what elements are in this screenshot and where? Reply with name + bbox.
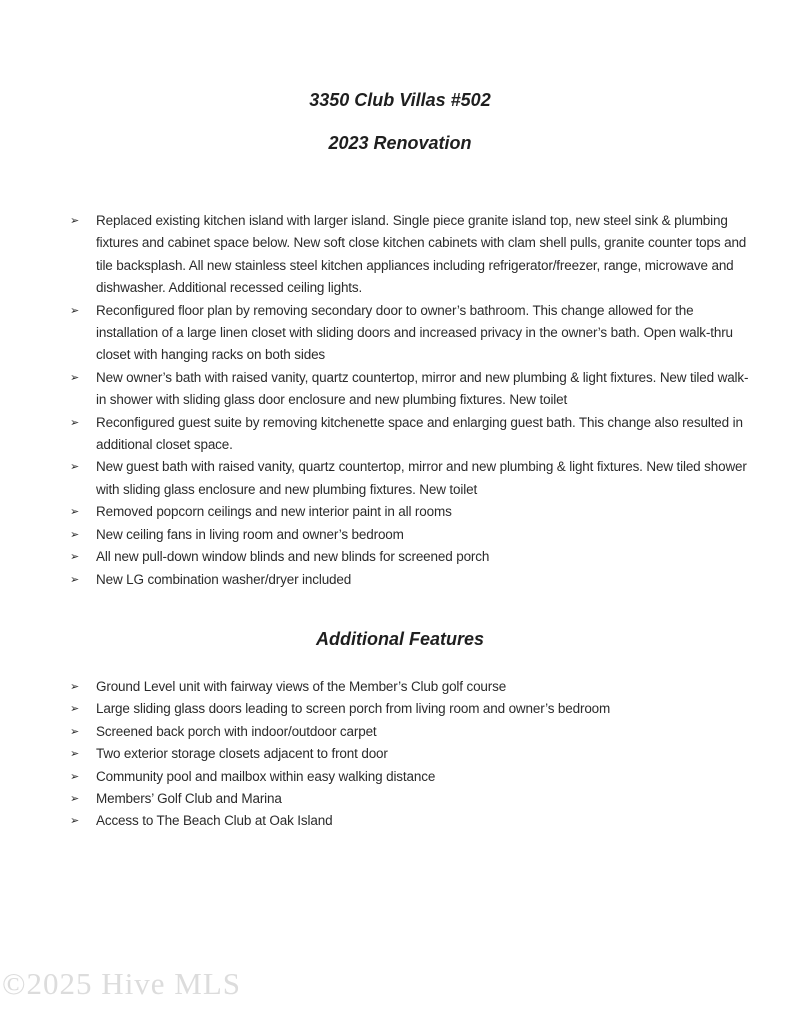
arrow-bullet-icon: ➢	[70, 791, 80, 805]
list-item	[70, 788, 760, 810]
list-item-text: Members’ Golf Club and Marina	[96, 790, 282, 806]
arrow-bullet-icon: ➢	[70, 572, 80, 586]
arrow-bullet-icon: ➢	[70, 814, 80, 828]
list-item-text: Reconfigured guest suite by removing kitchenette space and enlarging guest bath. This change also resulted in additional closet space.	[96, 414, 743, 453]
list-item	[70, 210, 760, 300]
list-item-text: Screened back porch with indoor/outdoor carpet	[96, 723, 377, 739]
arrow-bullet-icon: ➢	[70, 724, 80, 738]
list-item	[70, 546, 760, 568]
list-item-text: New ceiling fans in living room and owner’s bedroom	[96, 526, 404, 542]
list-item	[70, 569, 760, 591]
list-item	[70, 501, 760, 523]
arrow-bullet-icon: ➢	[70, 303, 80, 317]
arrow-bullet-icon: ➢	[70, 679, 80, 693]
list-item-text: New guest bath with raised vanity, quartz countertop, mirror and new plumbing & light fixtures. New tiled shower with sliding glass enclosure and new plumbing fixtures. New toilet	[96, 459, 747, 497]
arrow-bullet-icon: ➢	[70, 769, 80, 783]
list-item-text: Replaced existing kitchen island with larger island. Single piece granite island top, new steel sink & plumbing fixtures and cabinet space below. New soft close kitchen cabinets with clam shell pulls, granite counter tops and tile backsplash. All new stainless steel kitchen appliances including refrigerator/freezer, range, microwave and dishwasher. Additional recessed ceiling lights.	[96, 213, 747, 296]
list-item	[70, 810, 760, 832]
document-subtitle: 2023 Renovation	[328, 133, 472, 153]
list-item-text: Access to The Beach Club at Oak Island	[96, 813, 333, 829]
arrow-bullet-icon: ➢	[70, 550, 80, 564]
list-item	[70, 412, 760, 457]
renovation-list	[0, 210, 800, 591]
arrow-bullet-icon: ➢	[70, 747, 80, 761]
list-item-text: Community pool and mailbox within easy walking distance	[96, 768, 436, 784]
arrow-bullet-icon: ➢	[70, 370, 80, 384]
list-item	[70, 743, 760, 765]
list-item	[70, 676, 760, 698]
arrow-bullet-icon: ➢	[70, 702, 80, 716]
list-item	[70, 721, 760, 743]
hive-mls-watermark: ©2025 Hive MLS	[2, 966, 242, 1001]
list-item	[70, 456, 760, 501]
list-item	[70, 300, 760, 367]
list-item-text: Ground Level unit with fairway views of the Member’s Club golf course	[96, 678, 507, 694]
additional-features-heading: Additional Features	[315, 628, 485, 649]
list-item	[70, 766, 760, 788]
arrow-bullet-icon: ➢	[70, 505, 80, 519]
list-item-text: New LG combination washer/dryer included	[96, 571, 352, 587]
list-item	[70, 524, 760, 546]
additional-features-list	[0, 676, 800, 833]
list-item	[70, 698, 760, 720]
list-item-text: All new pull-down window blinds and new blinds for screened porch	[96, 549, 490, 565]
list-item-text: New owner’s bath with raised vanity, quartz countertop, mirror and new plumbing & light fixtures. New tiled walk-in shower with sliding glass door enclosure and new plumbing fixtures. New toilet	[96, 369, 749, 408]
list-item-text: Large sliding glass doors leading to screen porch from living room and owner’s bedroom	[96, 701, 611, 717]
list-item-text: Removed popcorn ceilings and new interior paint in all rooms	[96, 504, 452, 520]
document-header	[0, 0, 800, 154]
list-item-text: Reconfigured floor plan by removing secondary door to owner’s bathroom. This change allowed for the installation of a large linen closet with sliding doors and increased privacy in the owner’s bath. Open walk-thru closet with hanging racks on both sides	[96, 302, 733, 363]
document-title: 3350 Club Villas #502	[309, 90, 491, 110]
arrow-bullet-icon: ➢	[70, 214, 80, 227]
arrow-bullet-icon: ➢	[70, 527, 80, 541]
list-item-text: Two exterior storage closets adjacent to front door	[96, 746, 388, 762]
list-item	[70, 367, 760, 412]
arrow-bullet-icon: ➢	[70, 460, 80, 474]
arrow-bullet-icon: ➢	[70, 415, 80, 429]
